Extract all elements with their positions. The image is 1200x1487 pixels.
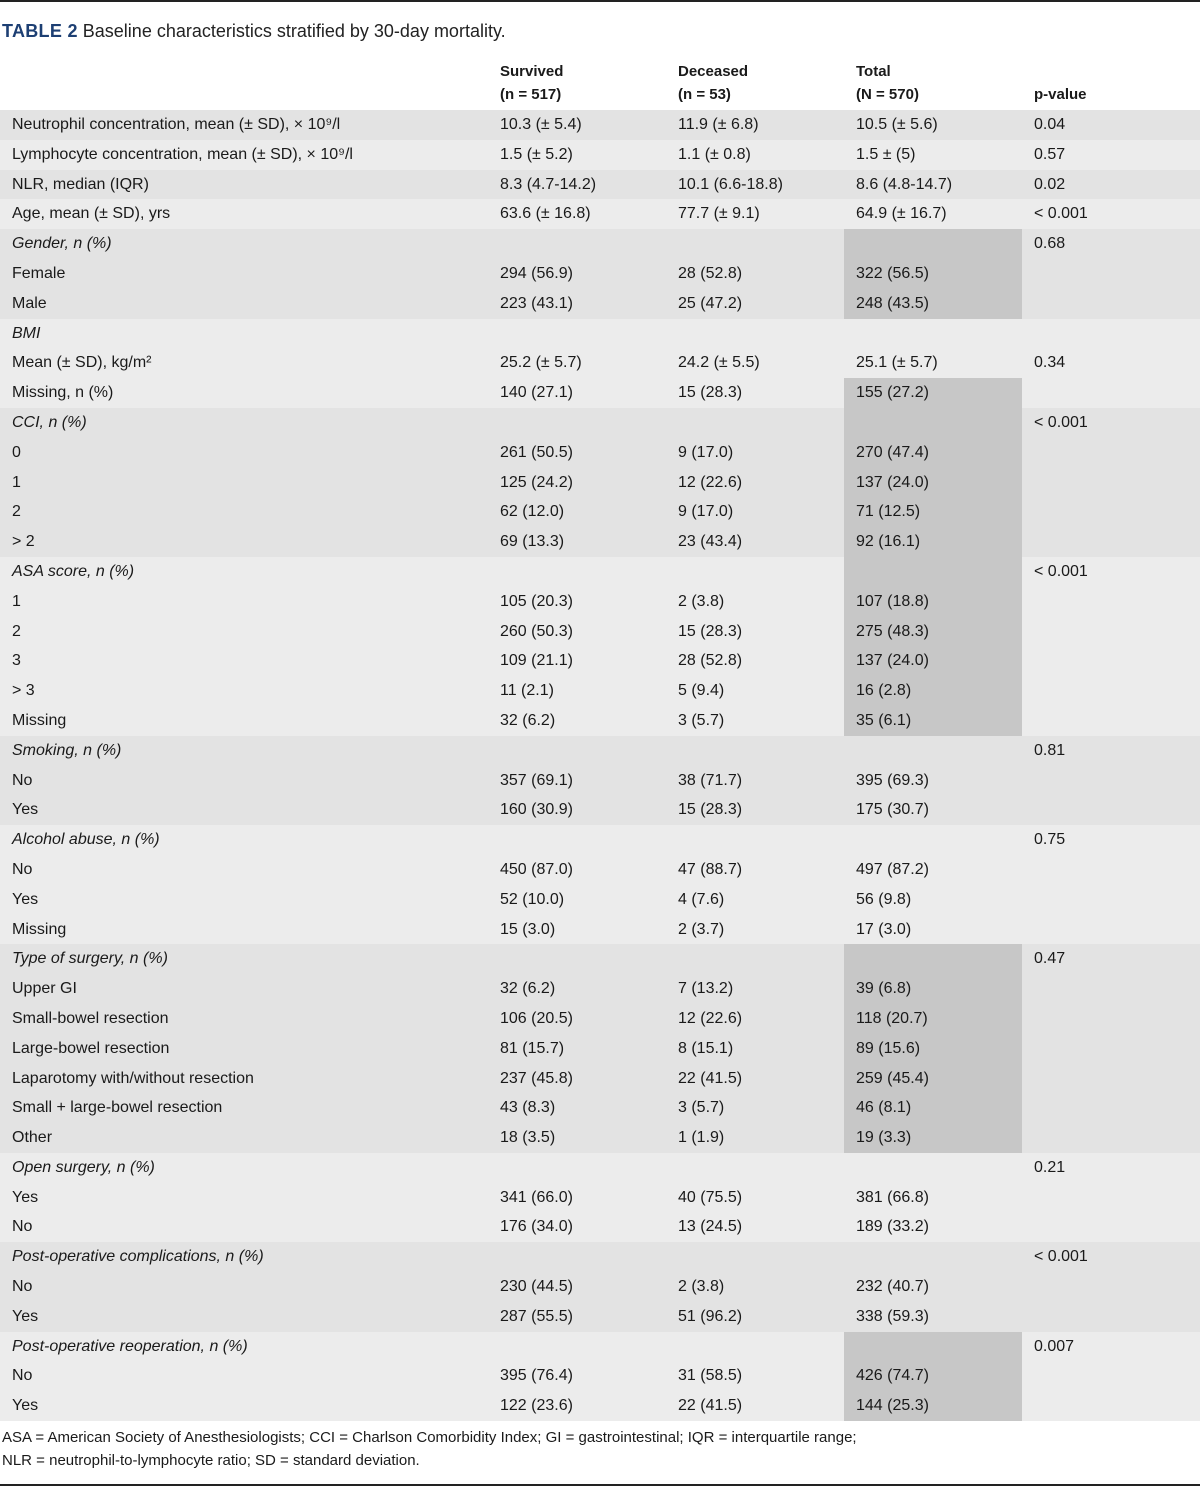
cell-survived: 25.2 (± 5.7) [500,354,582,372]
header-deceased [678,60,748,106]
table-row [0,646,1200,676]
row-label: 3 [12,652,21,670]
table-label: TABLE 2 [2,21,78,41]
header-total-n: (N = 570) [856,86,919,103]
cell-deceased: 15 (28.3) [678,801,743,819]
cell-total: 137 (24.0) [844,646,1022,676]
cell-survived: 237 (45.8) [500,1069,573,1087]
row-label: BMI [12,324,41,342]
row-label: Female [12,264,66,282]
row-label: NLR, median (IQR) [12,175,149,193]
cell-survived: 160 (30.9) [500,801,573,819]
table-row [0,1212,1200,1242]
row-label: Yes [12,890,39,908]
cell-total: 338 (59.3) [856,1307,929,1325]
cell-pvalue: 0.34 [1034,354,1066,372]
table-footnote [2,1426,1198,1472]
table-caption [2,20,506,42]
header-total [856,60,919,106]
table-row [0,795,1200,825]
header-survived-title: Survived [500,63,564,80]
row-label: Type of surgery, n (%) [12,950,168,968]
table-row [0,1123,1200,1153]
cell-deceased: 2 (3.8) [678,1278,725,1296]
cell-total: 17 (3.0) [856,920,912,938]
cell-total: 426 (74.7) [844,1361,1022,1391]
cell-total: 25.1 (± 5.7) [856,354,938,372]
table-group-header-row [0,1332,1200,1362]
row-label: Male [12,294,47,312]
cell-survived: 223 (43.1) [500,294,573,312]
cell-survived: 1.5 (± 5.2) [500,145,573,163]
cell-total: 1.5 ± (5) [856,145,916,163]
row-label: 2 [12,503,21,521]
cell-survived: 32 (6.2) [500,711,556,729]
cell-pvalue: 0.007 [1034,1337,1075,1355]
table-row [0,587,1200,617]
cell-total: 71 (12.5) [844,497,1022,527]
cell-pvalue: < 0.001 [1034,205,1088,223]
cell-survived: 125 (24.2) [500,473,573,491]
row-label: 1 [12,473,21,491]
cell-deceased: 25 (47.2) [678,294,743,312]
cell-total: 275 (48.3) [844,617,1022,647]
cell-deceased: 11.9 (± 6.8) [678,116,759,133]
table-row [0,706,1200,736]
cell-total: 395 (69.3) [856,771,929,789]
cell-survived: 176 (34.0) [500,1218,573,1236]
cell-deceased: 15 (28.3) [678,384,743,402]
table-row [0,676,1200,706]
cell-total [844,229,1022,259]
cell-total: 35 (6.1) [844,706,1022,736]
cell-total: 39 (6.8) [844,974,1022,1004]
cell-total: 64.9 (± 16.7) [856,205,947,223]
cell-total [844,825,1022,855]
cell-total: 118 (20.7) [844,1004,1022,1034]
cell-deceased: 5 (9.4) [678,682,725,700]
table-row [0,974,1200,1004]
top-rule [0,0,1200,2]
table-row [0,438,1200,468]
cell-total [844,944,1022,974]
table-header [0,60,1200,110]
table-row [0,289,1200,319]
cell-total: 137 (24.0) [844,468,1022,498]
row-label: Missing [12,711,67,729]
row-label: Yes [12,1188,39,1206]
cell-survived: 341 (66.0) [500,1188,573,1206]
cell-pvalue: 0.68 [1034,235,1066,253]
row-label: Age, mean (± SD), yrs [12,205,171,223]
cell-survived: 140 (27.1) [500,384,573,402]
table-row [0,885,1200,915]
cell-total: 89 (15.6) [844,1034,1022,1064]
row-label: Lymphocyte concentration, mean (± SD), × 10⁹/l [12,145,353,163]
bottom-rule [0,1484,1200,1486]
table-group-header-row [0,408,1200,438]
cell-deceased: 7 (13.2) [678,980,734,998]
cell-pvalue: 0.57 [1034,145,1066,163]
table-row [0,140,1200,170]
cell-total: 144 (25.3) [844,1391,1022,1421]
table-row [0,1302,1200,1332]
row-label: Alcohol abuse, n (%) [12,831,160,849]
cell-deceased: 9 (17.0) [678,443,734,461]
cell-total: 497 (87.2) [856,860,929,878]
cell-total: 46 (8.1) [844,1093,1022,1123]
footnote-line-1: ASA = American Society of Anesthesiologists; CCI = Charlson Comorbidity Index; GI = gastrointestinal; IQR = interquartile range; [2,1429,857,1446]
cell-pvalue: < 0.001 [1034,413,1088,431]
row-label: Yes [12,1397,39,1415]
cell-total: 270 (47.4) [844,438,1022,468]
cell-deceased: 24.2 (± 5.5) [678,354,760,372]
cell-deceased: 15 (28.3) [678,622,743,640]
row-label: No [12,1278,33,1296]
table-row [0,1391,1200,1421]
cell-deceased: 28 (52.8) [678,652,743,670]
cell-pvalue: 0.75 [1034,831,1066,849]
row-label: No [12,771,33,789]
row-label: Yes [12,801,39,819]
table-row [0,1183,1200,1213]
cell-total [844,1332,1022,1362]
cell-survived: 81 (15.7) [500,1039,565,1057]
row-label: Neutrophil concentration, mean (± SD), × 10⁹/l [12,116,341,133]
row-label: > 3 [12,682,35,700]
cell-survived: 105 (20.3) [500,592,573,610]
cell-total: 155 (27.2) [844,378,1022,408]
cell-survived: 260 (50.3) [500,622,573,640]
table-group-header-row [0,1153,1200,1183]
cell-total: 16 (2.8) [844,676,1022,706]
cell-deceased: 1 (1.9) [678,1129,725,1147]
cell-survived: 357 (69.1) [500,771,573,789]
cell-total [844,736,1022,766]
header-survived [500,60,563,106]
row-label: No [12,860,33,878]
cell-survived: 106 (20.5) [500,1009,573,1027]
cell-deceased: 10.1 (6.6-18.8) [678,175,783,193]
table-row [0,378,1200,408]
footnote-line-2: NLR = neutrophil-to-lymphocyte ratio; SD = standard deviation. [2,1452,420,1469]
cell-survived: 43 (8.3) [500,1099,556,1117]
table-row [0,199,1200,229]
table-row [0,1004,1200,1034]
table-row [0,468,1200,498]
row-label: 0 [12,443,21,461]
cell-total: 381 (66.8) [856,1188,929,1206]
row-label: Laparotomy with/without resection [12,1069,254,1087]
header-deceased-title: Deceased [678,63,749,80]
cell-survived: 52 (10.0) [500,890,565,908]
row-label: Missing, n (%) [12,384,114,402]
cell-deceased: 4 (7.6) [678,890,725,908]
table-row [0,915,1200,945]
cell-deceased: 2 (3.7) [678,920,725,938]
cell-deceased: 2 (3.8) [678,592,725,610]
cell-survived: 261 (50.5) [500,443,573,461]
cell-pvalue: < 0.001 [1034,562,1088,580]
table-group-header-row [0,229,1200,259]
row-label: Other [12,1129,53,1147]
cell-deceased: 13 (24.5) [678,1218,743,1236]
cell-total: 322 (56.5) [844,259,1022,289]
row-label: Post-operative complications, n (%) [12,1248,264,1266]
cell-deceased: 40 (75.5) [678,1188,743,1206]
cell-total: 10.5 (± 5.6) [856,116,938,133]
cell-total [844,319,1022,349]
cell-deceased: 28 (52.8) [678,264,743,282]
cell-survived: 10.3 (± 5.4) [500,116,582,133]
cell-total [844,1242,1022,1272]
table-row [0,110,1200,140]
cell-total: 92 (16.1) [844,527,1022,557]
cell-total: 175 (30.7) [856,801,929,819]
row-label: Gender, n (%) [12,235,112,253]
cell-survived: 450 (87.0) [500,860,573,878]
cell-pvalue: 0.02 [1034,175,1066,193]
row-label: Open surgery, n (%) [12,1158,155,1176]
table-row [0,617,1200,647]
row-label: Mean (± SD), kg/m² [12,354,152,372]
header-pvalue: p-value [1034,86,1087,103]
cell-total: 107 (18.8) [844,587,1022,617]
cell-survived: 122 (23.6) [500,1397,573,1415]
table-row [0,527,1200,557]
cell-deceased: 51 (96.2) [678,1307,743,1325]
cell-deceased: 9 (17.0) [678,503,734,521]
cell-deceased: 8 (15.1) [678,1039,734,1057]
cell-total: 189 (33.2) [856,1218,929,1236]
row-label: 1 [12,592,21,610]
cell-survived: 294 (56.9) [500,264,573,282]
table-row [0,348,1200,378]
table-group-header-row [0,1242,1200,1272]
row-label: No [12,1367,33,1385]
cell-deceased: 3 (5.7) [678,1099,725,1117]
header-survived-n: (n = 517) [500,86,562,103]
row-label: Large-bowel resection [12,1039,170,1057]
cell-total: 259 (45.4) [844,1064,1022,1094]
table-group-header-row [0,944,1200,974]
cell-survived: 18 (3.5) [500,1129,556,1147]
row-label: Yes [12,1307,39,1325]
table-row [0,766,1200,796]
cell-survived: 62 (12.0) [500,503,565,521]
cell-pvalue: 0.04 [1034,116,1066,133]
cell-total: 19 (3.3) [844,1123,1022,1153]
cell-deceased: 38 (71.7) [678,771,743,789]
cell-pvalue: < 0.001 [1034,1248,1088,1266]
table-row [0,1361,1200,1391]
cell-deceased: 31 (58.5) [678,1367,743,1385]
row-label: Post-operative reoperation, n (%) [12,1337,248,1355]
row-label: Upper GI [12,980,77,998]
row-label: CCI, n (%) [12,413,87,431]
cell-survived: 287 (55.5) [500,1307,573,1325]
cell-survived: 395 (76.4) [500,1367,573,1385]
table-row [0,1272,1200,1302]
cell-total: 8.6 (4.8-14.7) [856,175,953,193]
row-label: 2 [12,622,21,640]
cell-deceased: 3 (5.7) [678,711,725,729]
table-row [0,497,1200,527]
cell-pvalue: 0.21 [1034,1158,1066,1176]
cell-deceased: 12 (22.6) [678,473,743,491]
row-label: Small-bowel resection [12,1009,169,1027]
cell-total: 56 (9.8) [856,890,912,908]
table-row [0,1093,1200,1123]
table-group-header-row [0,736,1200,766]
table-row [0,1034,1200,1064]
cell-deceased: 22 (41.5) [678,1397,743,1415]
row-label: Smoking, n (%) [12,741,122,759]
table-row [0,855,1200,885]
cell-pvalue: 0.47 [1034,950,1066,968]
cell-total [844,557,1022,587]
row-label: > 2 [12,533,35,551]
cell-deceased: 77.7 (± 9.1) [678,205,760,223]
row-label: No [12,1218,33,1236]
cell-survived: 8.3 (4.7-14.2) [500,175,597,193]
cell-survived: 69 (13.3) [500,533,565,551]
cell-deceased: 47 (88.7) [678,860,743,878]
table-group-header-row [0,557,1200,587]
cell-total [844,1153,1022,1183]
cell-survived: 15 (3.0) [500,920,556,938]
cell-total: 232 (40.7) [856,1278,929,1296]
table-body [0,110,1200,1421]
cell-survived: 109 (21.1) [500,652,573,670]
table-row [0,1064,1200,1094]
cell-deceased: 22 (41.5) [678,1069,743,1087]
row-label: ASA score, n (%) [12,562,135,580]
header-deceased-n: (n = 53) [678,86,731,103]
cell-pvalue: 0.81 [1034,741,1066,759]
header-total-title: Total [856,63,891,80]
cell-survived: 230 (44.5) [500,1278,573,1296]
table-title: Baseline characteristics stratified by 30-day mortality. [82,21,506,41]
row-label: Small + large-bowel resection [12,1099,223,1117]
table-row [0,259,1200,289]
cell-deceased: 23 (43.4) [678,533,743,551]
table-group-header-row [0,319,1200,349]
cell-survived: 32 (6.2) [500,980,556,998]
cell-survived: 63.6 (± 16.8) [500,205,591,223]
cell-total: 248 (43.5) [844,289,1022,319]
table-row [0,170,1200,200]
table-group-header-row [0,825,1200,855]
cell-total [844,408,1022,438]
cell-deceased: 1.1 (± 0.8) [678,145,751,163]
cell-deceased: 12 (22.6) [678,1009,743,1027]
cell-survived: 11 (2.1) [500,682,554,700]
row-label: Missing [12,920,67,938]
